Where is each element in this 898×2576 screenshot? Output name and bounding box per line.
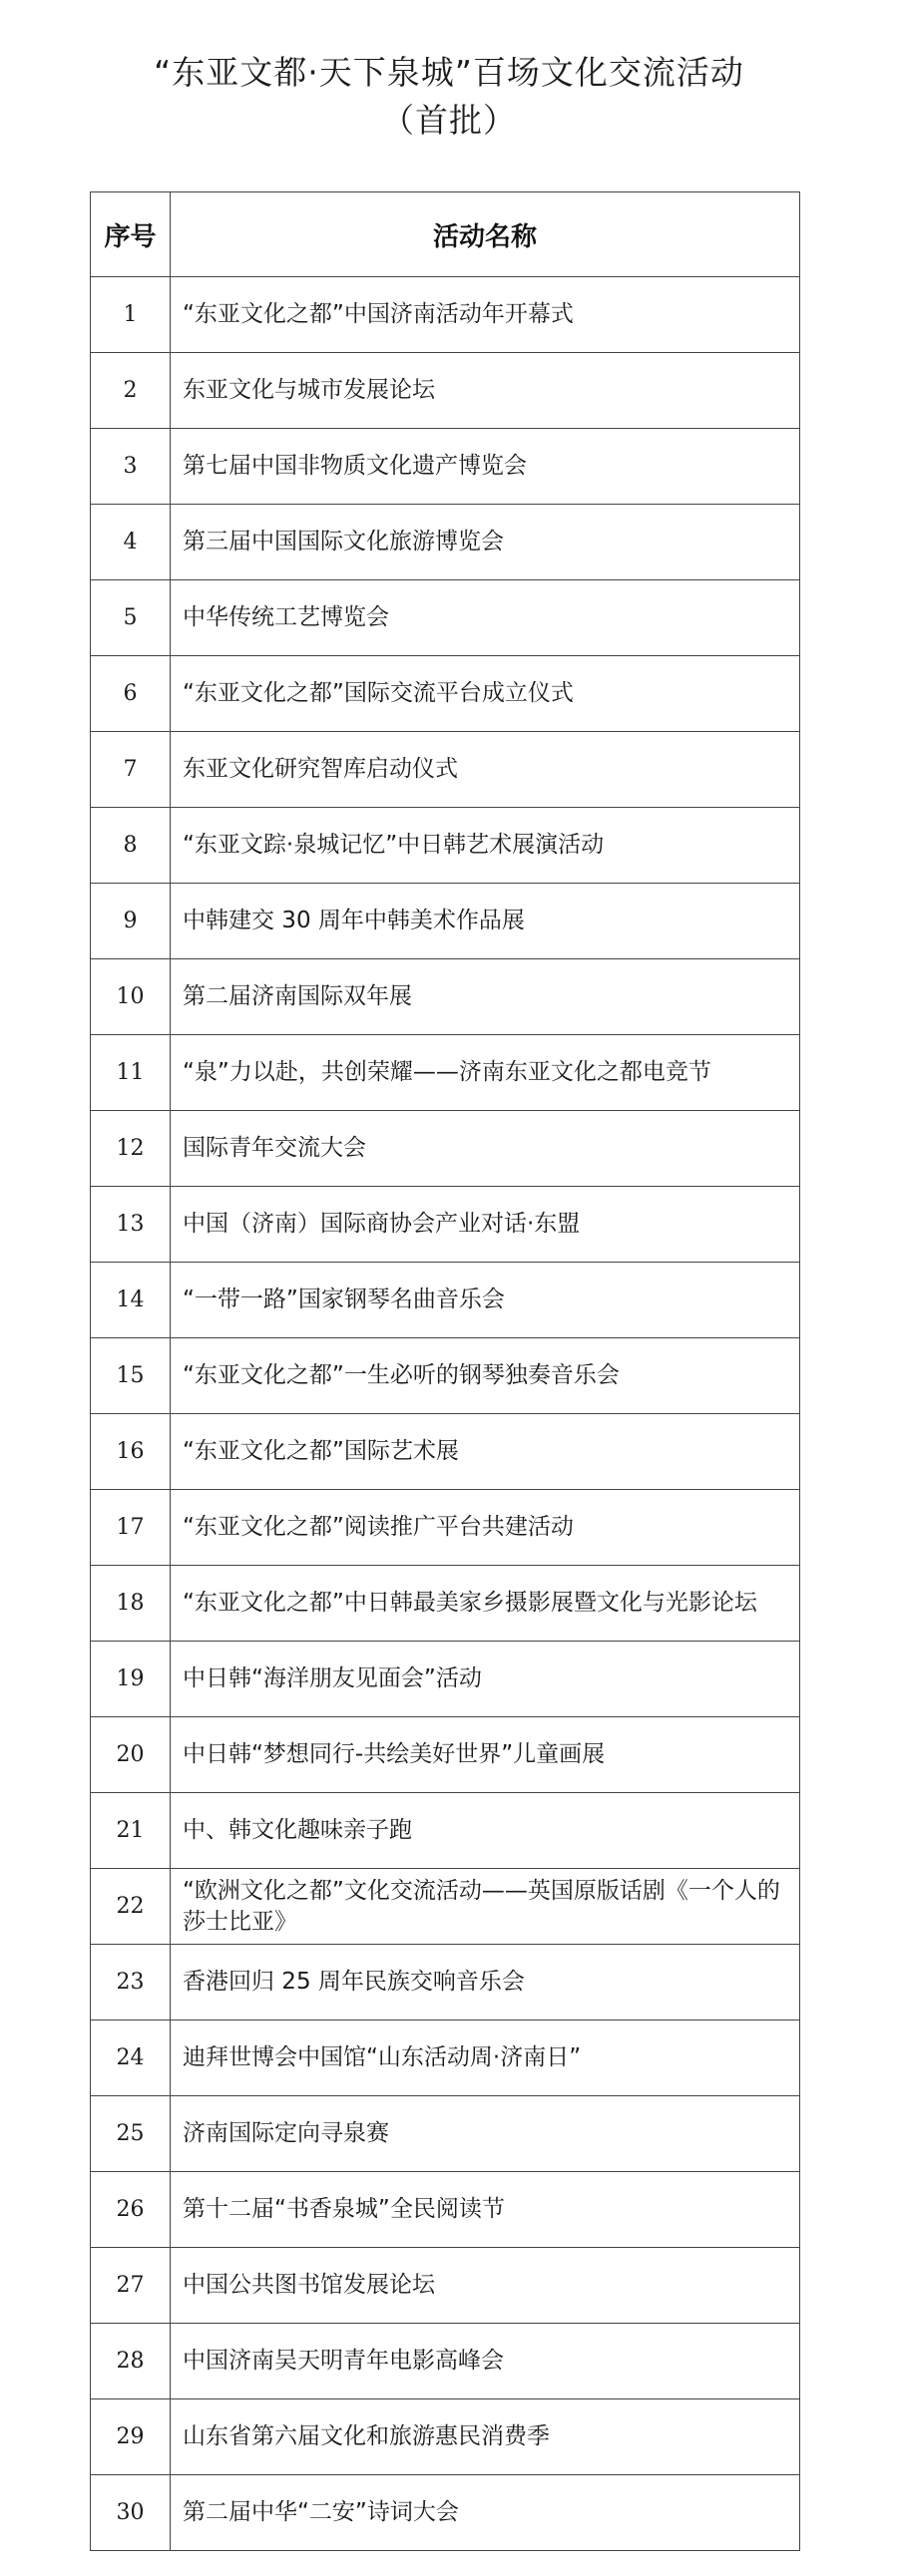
row-serial-number: 25 xyxy=(91,2096,171,2172)
row-activity-name: “一带一路”国家钢琴名曲音乐会 xyxy=(171,1263,800,1338)
table-row xyxy=(91,2475,800,2551)
row-serial-number: 2 xyxy=(91,353,171,429)
table-row xyxy=(91,2324,800,2399)
row-serial-number: 19 xyxy=(91,1642,171,1717)
row-serial-number: 13 xyxy=(91,1187,171,1263)
row-activity-name: 中韩建交 30 周年中韩美术作品展 xyxy=(171,884,800,959)
page-title: “东亚文都·天下泉城”百场文化交流活动 xyxy=(154,53,744,92)
table-row xyxy=(91,1490,800,1566)
row-activity-name: 中日韩“梦想同行-共绘美好世界”儿童画展 xyxy=(171,1717,800,1793)
table-row xyxy=(91,2399,800,2475)
row-serial-number: 8 xyxy=(91,808,171,884)
table-row xyxy=(91,1566,800,1642)
table-row xyxy=(91,732,800,808)
row-serial-number: 12 xyxy=(91,1111,171,1187)
row-activity-name: “东亚文化之都”国际交流平台成立仪式 xyxy=(171,656,800,732)
table-row xyxy=(91,505,800,580)
row-activity-name: “东亚文化之都”一生必听的钢琴独奏音乐会 xyxy=(171,1338,800,1414)
row-serial-number: 20 xyxy=(91,1717,171,1793)
table-row xyxy=(91,959,800,1035)
row-serial-number: 3 xyxy=(91,429,171,505)
row-activity-name: “东亚文化之都”中国济南活动年开幕式 xyxy=(171,277,800,353)
table-row xyxy=(91,277,800,353)
row-serial-number: 15 xyxy=(91,1338,171,1414)
row-activity-name: 东亚文化与城市发展论坛 xyxy=(171,353,800,429)
table-row xyxy=(91,1187,800,1263)
row-activity-name: “东亚文踪·泉城记忆”中日韩艺术展演活动 xyxy=(171,808,800,884)
row-serial-number: 11 xyxy=(91,1035,171,1111)
table-row xyxy=(91,353,800,429)
row-activity-name: 第七届中国非物质文化遗产博览会 xyxy=(171,429,800,505)
row-activity-name: 第二届济南国际双年展 xyxy=(171,959,800,1035)
row-serial-number: 30 xyxy=(91,2475,171,2551)
table-row xyxy=(91,2248,800,2324)
row-activity-name: 中国（济南）国际商协会产业对话·东盟 xyxy=(171,1187,800,1263)
row-activity-name: 东亚文化研究智库启动仪式 xyxy=(171,732,800,808)
table-row xyxy=(91,2021,800,2096)
row-activity-name: 济南国际定向寻泉赛 xyxy=(171,2096,800,2172)
row-activity-name: “东亚文化之都”中日韩最美家乡摄影展暨文化与光影论坛 xyxy=(171,1566,800,1642)
table-row xyxy=(91,1945,800,2021)
row-serial-number: 28 xyxy=(91,2324,171,2399)
row-activity-name: 香港回归 25 周年民族交响音乐会 xyxy=(171,1945,800,2021)
table-row xyxy=(91,2172,800,2248)
row-activity-name: 中国济南吴天明青年电影高峰会 xyxy=(171,2324,800,2399)
row-serial-number: 5 xyxy=(91,580,171,656)
row-serial-number: 1 xyxy=(91,277,171,353)
row-activity-name: “欧洲文化之都”文化交流活动——英国原版话剧《一个人的莎士比亚》 xyxy=(171,1869,800,1945)
table-row xyxy=(91,1035,800,1111)
row-activity-name: 中国公共图书馆发展论坛 xyxy=(171,2248,800,2324)
table-row xyxy=(91,1717,800,1793)
row-activity-name: 中、韩文化趣味亲子跑 xyxy=(171,1793,800,1869)
table-row xyxy=(91,1263,800,1338)
row-serial-number: 14 xyxy=(91,1263,171,1338)
row-serial-number: 22 xyxy=(91,1869,171,1945)
table-header-row xyxy=(91,192,800,277)
row-activity-name: 第三届中国国际文化旅游博览会 xyxy=(171,505,800,580)
header-activity-name: 活动名称 xyxy=(171,192,800,277)
table-row xyxy=(91,2096,800,2172)
table-row xyxy=(91,884,800,959)
table-row xyxy=(91,1111,800,1187)
row-serial-number: 10 xyxy=(91,959,171,1035)
row-serial-number: 16 xyxy=(91,1414,171,1490)
row-serial-number: 29 xyxy=(91,2399,171,2475)
row-activity-name: “泉”力以赴，共创荣耀——济南东亚文化之都电竞节 xyxy=(171,1035,800,1111)
table-row xyxy=(91,1793,800,1869)
row-activity-name: 第二届中华“二安”诗词大会 xyxy=(171,2475,800,2551)
page-subtitle: （首批） xyxy=(381,101,517,140)
row-activity-name: 中华传统工艺博览会 xyxy=(171,580,800,656)
table-row xyxy=(91,580,800,656)
row-serial-number: 7 xyxy=(91,732,171,808)
row-serial-number: 4 xyxy=(91,505,171,580)
row-serial-number: 17 xyxy=(91,1490,171,1566)
row-serial-number: 21 xyxy=(91,1793,171,1869)
table-row xyxy=(91,1642,800,1717)
row-serial-number: 9 xyxy=(91,884,171,959)
row-serial-number: 26 xyxy=(91,2172,171,2248)
row-activity-name: 迪拜世博会中国馆“山东活动周·济南日” xyxy=(171,2021,800,2096)
table-row xyxy=(91,429,800,505)
row-serial-number: 18 xyxy=(91,1566,171,1642)
table-row xyxy=(91,808,800,884)
row-serial-number: 27 xyxy=(91,2248,171,2324)
table-row xyxy=(91,1414,800,1490)
table-row xyxy=(91,1869,800,1945)
activities-table xyxy=(90,191,800,2551)
row-serial-number: 24 xyxy=(91,2021,171,2096)
table-row xyxy=(91,1338,800,1414)
table-row xyxy=(91,656,800,732)
row-activity-name: 中日韩“海洋朋友见面会”活动 xyxy=(171,1642,800,1717)
row-activity-name: “东亚文化之都”阅读推广平台共建活动 xyxy=(171,1490,800,1566)
row-serial-number: 6 xyxy=(91,656,171,732)
header-serial-number: 序号 xyxy=(91,192,171,277)
row-activity-name: 第十二届“书香泉城”全民阅读节 xyxy=(171,2172,800,2248)
row-activity-name: “东亚文化之都”国际艺术展 xyxy=(171,1414,800,1490)
row-serial-number: 23 xyxy=(91,1945,171,2021)
row-activity-name: 国际青年交流大会 xyxy=(171,1111,800,1187)
row-activity-name: 山东省第六届文化和旅游惠民消费季 xyxy=(171,2399,800,2475)
